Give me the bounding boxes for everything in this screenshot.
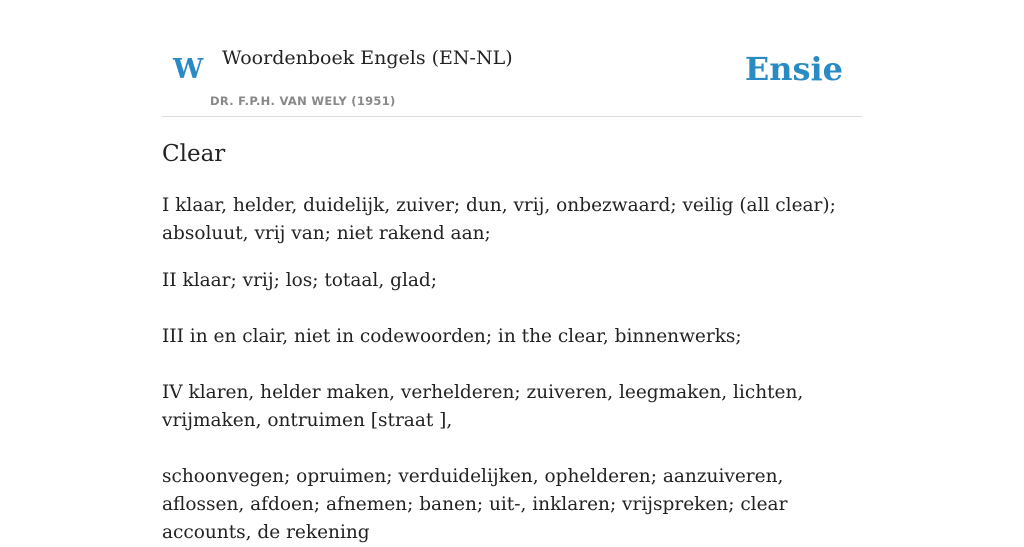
definition-paragraph: II klaar; vrij; los; totaal, glad; <box>162 270 437 291</box>
definition-paragraph: III in en clair, niet in codewoorden; in the clear, binnenwerks; <box>162 326 742 347</box>
definition-paragraph: I klaar, helder, duidelijk, zuiver; dun, vrij, onbezwaard; veilig (all clear); absoluut, vrij van; niet rakend aan; <box>162 195 836 244</box>
definition-paragraph: IV klaren, helder maken, verhelderen; zuiveren, leegmaken, lichten, vrijmaken, ontruimen [straat ], <box>162 382 804 431</box>
site-header <box>162 0 862 117</box>
dictionary-title[interactable]: Woordenboek Engels (EN-NL) <box>222 47 513 69</box>
entry-headword: Clear <box>162 141 226 167</box>
brand-logo[interactable]: Ensie <box>744 50 843 88</box>
dictionary-author: DR. F.P.H. VAN WELY (1951) <box>210 94 396 108</box>
entry-content <box>162 136 862 547</box>
dictionary-logo[interactable]: W <box>173 54 204 85</box>
definition-paragraph: schoonvegen; opruimen; verduidelijken, ophelderen; aanzuiveren, aflossen, afdoen; afnemen; banen; uit-, inklaren; vrijspreken; clear accounts, de rekening <box>162 466 788 543</box>
